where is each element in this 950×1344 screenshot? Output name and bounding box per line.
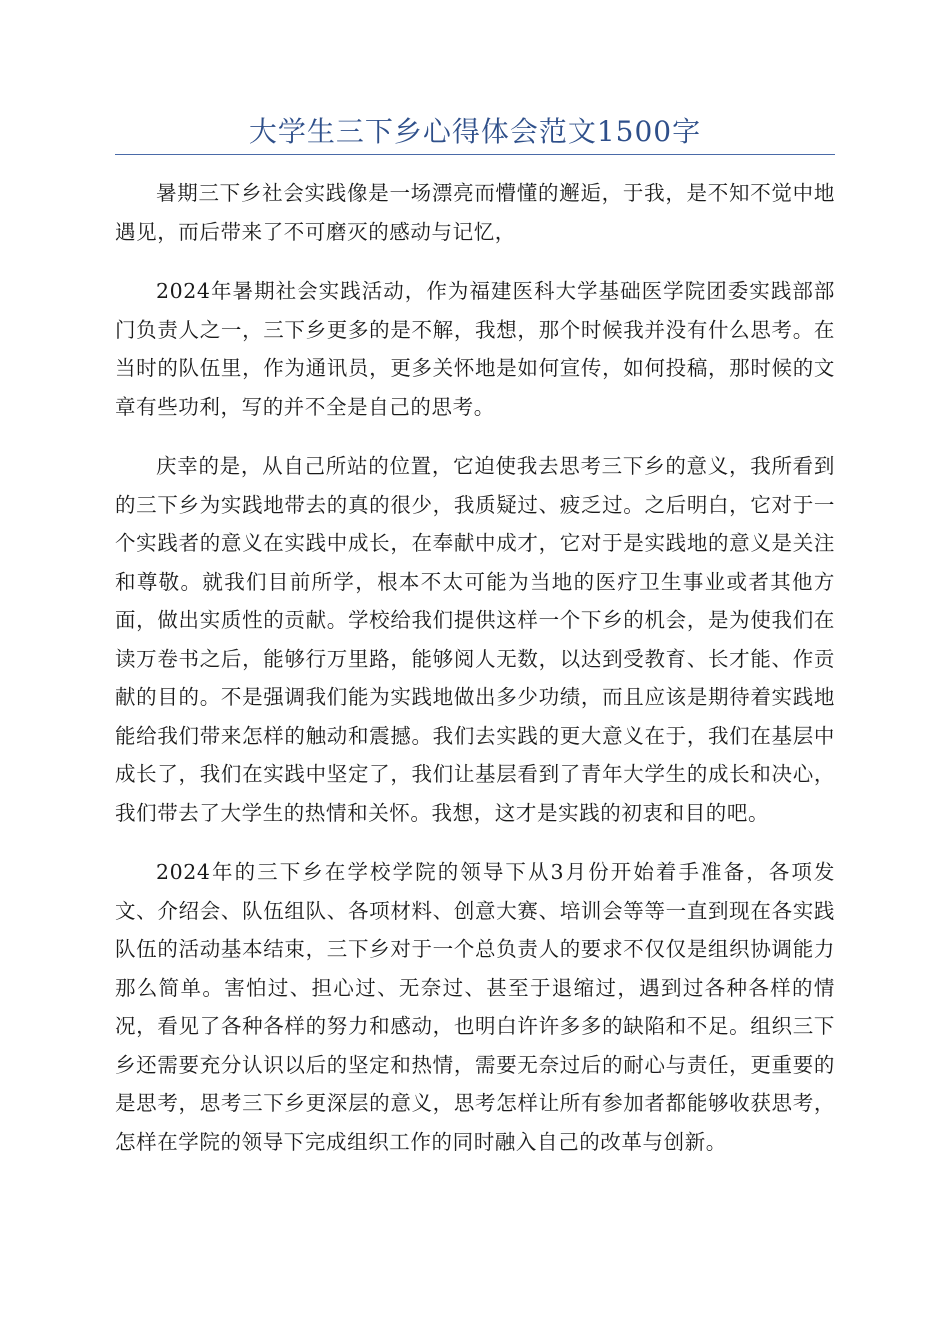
document-title: 大学生三下乡心得体会范文1500字 [248,115,702,148]
document-body [115,174,835,1182]
paragraph-2: 2024年暑期社会实践活动，作为福建医科大学基础医学院团委实践部部门负责人之一，三下乡更多的是不解，我想，那个时候我并没有什么思考。在当时的队伍里，作为通讯员，更多关怀地是如何宣传，如何投稿，那时候的文章有些功利，写的并不全是自己的思考。 [115,279,835,419]
paragraph-4: 2024年的三下乡在学校学院的领导下从3月份开始着手准备，各项发文、介绍会、队伍组队、各项材料、创意大赛、培训会等等一直到现在各实践队伍的活动基本结束，三下乡对于一个总负责人的要求不仅仅是组织协调能力那么简单。害怕过、担心过、无奈过、甚至于退缩过，遇到过各种各样的情况，看见了各种各样的努力和感动，也明白许许多多的缺陷和不足。组织三下乡还需要充分认识以后的坚定和热情，需要无奈过后的耐心与责任，更重要的是思考，思考三下乡更深层的意义，思考怎样让所有参加者都能够收获思考，怎样在学院的领导下完成组织工作的同时融入自己的改革与创新。 [115,860,835,1154]
title-underline [115,154,835,155]
paragraph-3: 庆幸的是，从自己所站的位置，它迫使我去思考三下乡的意义，我所看到的三下乡为实践地带去的真的很少，我质疑过、疲乏过。之后明白，它对于一个实践者的意义在实践中成长，在奉献中成才，它对于是实践地的意义是关注和尊敬。就我们目前所学，根本不太可能为当地的医疗卫生事业或者其他方面，做出实质性的贡献。学校给我们提供这样一个下乡的机会，是为使我们在读万卷书之后，能够行万里路，能够阅人无数，以达到受教育、长才能、作贡献的目的。不是强调我们能为实践地做出多少功绩，而且应该是期待着实践地能给我们带来怎样的触动和震撼。我们去实践的更大意义在于，我们在基层中成长了，我们在实践中坚定了，我们让基层看到了青年大学生的成长和决心，我们带去了大学生的热情和关怀。我想，这才是实践的初衷和目的吧。 [115,454,835,825]
paragraph-1: 暑期三下乡社会实践像是一场漂亮而懵懂的邂逅，于我，是不知不觉中地遇见，而后带来了不可磨灭的感动与记忆， [115,181,835,244]
